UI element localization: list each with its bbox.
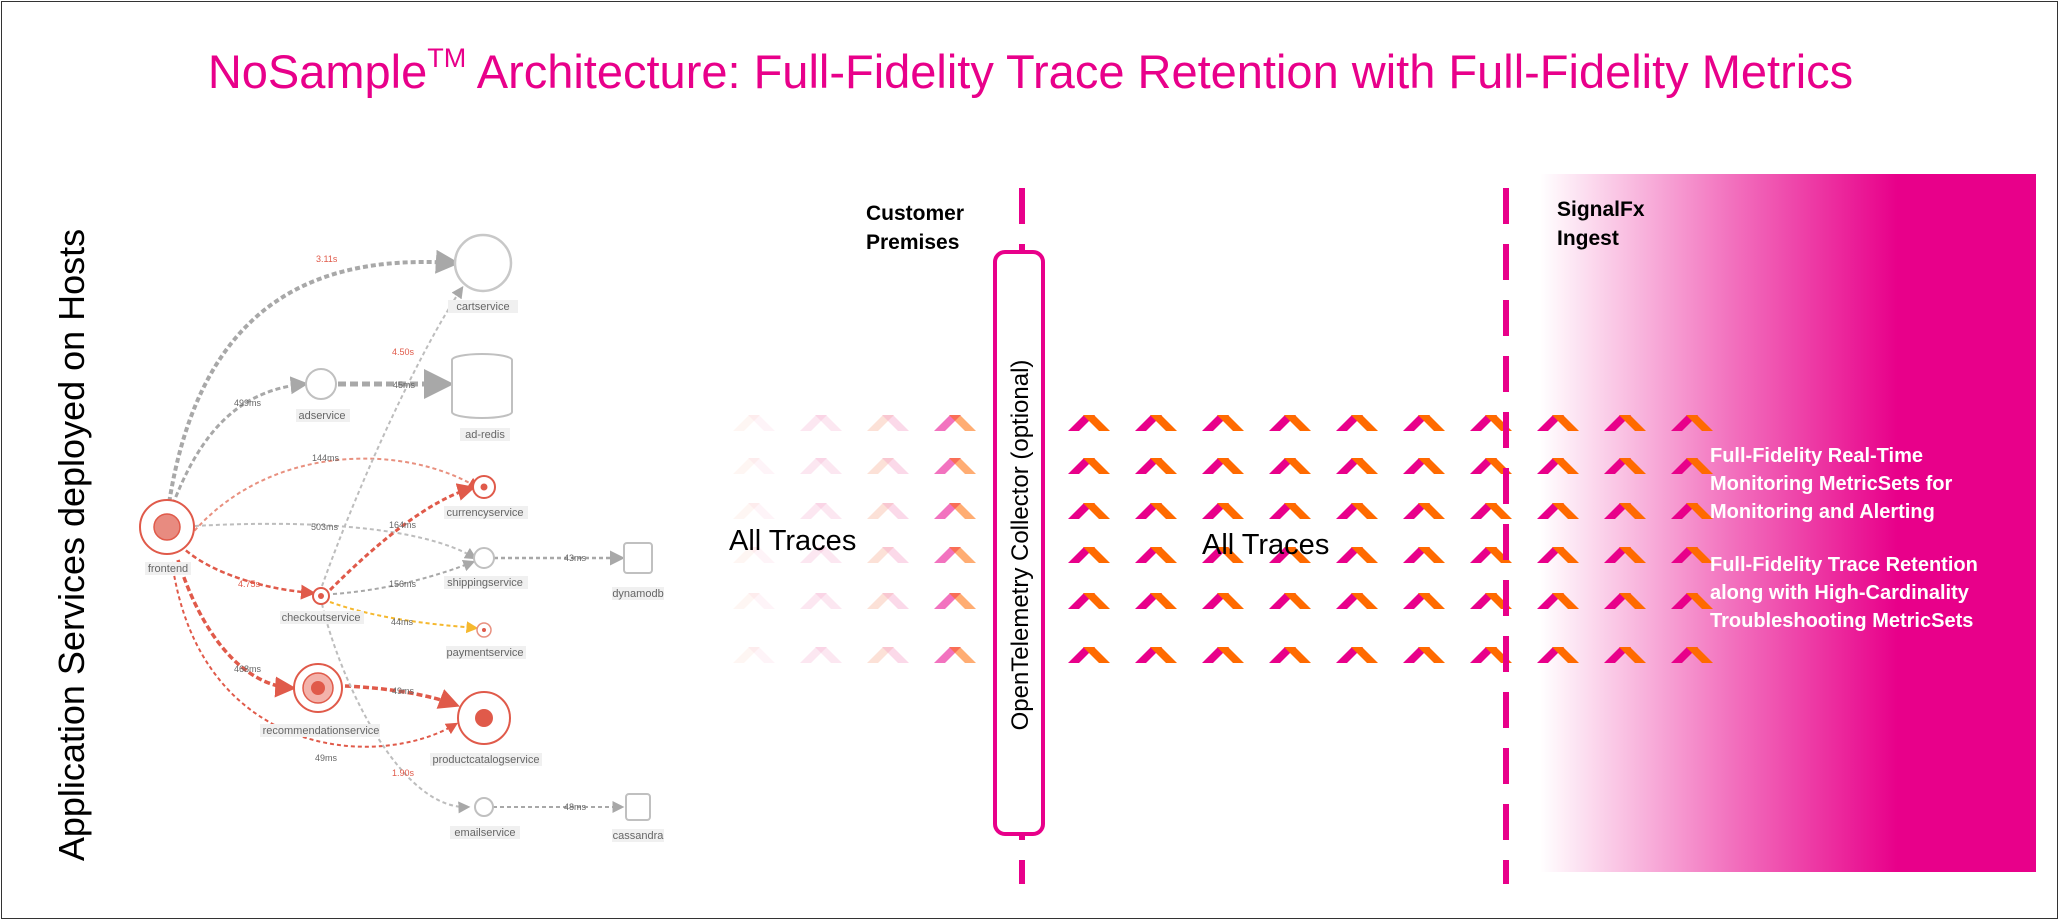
- collector-label: OpenTelemetry Collector (optional): [1007, 359, 1034, 731]
- edge-latency: 4.50s: [392, 347, 415, 357]
- customer-premises-label: [866, 199, 964, 257]
- node-productcatalogservice-core: [475, 709, 493, 727]
- node-label: recommendationservice: [262, 725, 380, 737]
- monitoring-line: Monitoring and Alerting: [1710, 501, 1935, 523]
- edge-checkoutservice-currencyservice: [330, 488, 472, 590]
- trademark-mark: TM: [427, 43, 467, 74]
- edge-frontend-productcatalog: [172, 562, 456, 747]
- edge-latency: 468ms: [234, 664, 262, 674]
- node-dynamodb[interactable]: [624, 543, 652, 573]
- title-rest: Architecture: Full-Fidelity Trace Retention with Full-Fidelity Metrics: [466, 45, 1854, 98]
- node-label: checkoutservice: [281, 612, 361, 624]
- node-label: shippingservice: [447, 577, 523, 589]
- customer-label-line: Premises: [866, 231, 960, 254]
- retention-line: along with High-Cardinality: [1710, 582, 1969, 604]
- node-label: cassandra: [612, 830, 664, 842]
- node-label: dynamodb: [612, 588, 664, 600]
- edge-latency: 44ms: [391, 617, 414, 627]
- monitoring-line: Full-Fidelity Real-Time: [1710, 445, 1923, 467]
- node-label: emailservice: [454, 827, 516, 839]
- node-cartservice[interactable]: [455, 235, 511, 291]
- node-recommendationservice-core: [311, 681, 325, 695]
- retention-line: Full-Fidelity Trace Retention: [1710, 554, 1978, 576]
- edge-latency: 503ms: [311, 522, 339, 532]
- edge-latency: 48ms: [564, 802, 587, 812]
- signalfx-ingest-label: [1557, 195, 1645, 253]
- edge-latency: 156ms: [389, 579, 417, 589]
- node-ad-redis[interactable]: [452, 354, 512, 418]
- hosts-label: Application Services deployed on Hosts: [51, 228, 92, 862]
- node-label: paymentservice: [446, 647, 524, 659]
- edge-latency: 3.11s: [316, 254, 338, 264]
- customer-label-line: Customer: [866, 202, 965, 225]
- trace-retention-label: [1710, 551, 1978, 635]
- node-paymentservice-core: [482, 628, 486, 632]
- edge-latency: 49ms: [315, 753, 338, 763]
- node-label: ad-redis: [465, 429, 505, 441]
- edge-latency: 499ms: [234, 398, 262, 408]
- node-label: cartservice: [456, 301, 510, 313]
- monitoring-metricsets-label: [1710, 442, 1952, 526]
- node-currencyservice-core: [481, 484, 488, 491]
- edge-latency: 49ms: [392, 686, 415, 696]
- monitoring-line: Monitoring MetricSets for: [1710, 473, 1953, 495]
- edge-checkoutservice-cartservice: [322, 288, 462, 586]
- signalfx-label-line: SignalFx: [1557, 198, 1645, 221]
- edge-latency: 144ms: [312, 453, 340, 463]
- node-frontend-core: [154, 514, 180, 540]
- edge-latency: 45ms: [393, 380, 416, 390]
- node-checkoutservice-core: [318, 593, 324, 599]
- node-label: frontend: [147, 563, 189, 575]
- edge-latency: 4.75s: [238, 579, 261, 589]
- edge-latency: 164ms: [389, 520, 417, 530]
- all-traces-label: All Traces: [729, 525, 857, 557]
- node-cassandra[interactable]: [626, 794, 650, 820]
- retention-line: Troubleshooting MetricSets: [1710, 610, 1974, 632]
- node-label: currencyservice: [446, 507, 524, 519]
- node-adservice[interactable]: [306, 369, 336, 399]
- node-shippingservice[interactable]: [474, 548, 494, 568]
- service-map: [0, 200, 700, 900]
- node-label: productcatalogservice: [432, 754, 540, 766]
- signalfx-label-line: Ingest: [1557, 227, 1619, 250]
- node-label: adservice: [298, 410, 346, 422]
- service-edges: [168, 262, 622, 807]
- node-emailservice[interactable]: [475, 798, 493, 816]
- edge-latency: 43ms: [564, 553, 587, 563]
- edge-latency: 1.90s: [392, 768, 415, 778]
- title-main: NoSample: [207, 45, 428, 98]
- all-traces-label: All Traces: [1202, 529, 1330, 561]
